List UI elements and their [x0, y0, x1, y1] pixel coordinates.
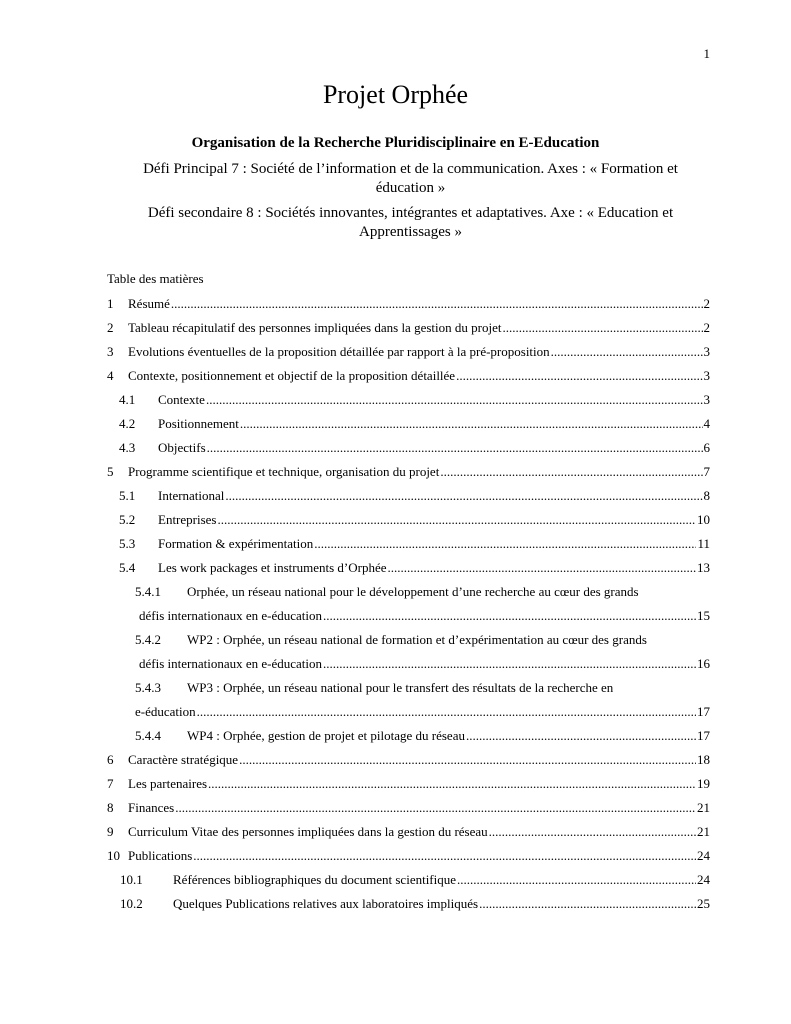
toc-entry-title: Tableau récapitulatif des personnes impliquées dans la gestion du projet	[128, 320, 502, 335]
toc-entry-title-line2: défis internationaux en e-éducation	[139, 608, 323, 623]
toc-entry-number: 5	[107, 464, 114, 479]
toc-entry-title: Contexte	[158, 392, 205, 407]
toc-entry-title: Les work packages et instruments d’Orphée	[158, 560, 387, 575]
toc-entry-number: 5.3	[119, 536, 136, 551]
toc-entry[interactable]	[0, 290, 791, 314]
toc-entry[interactable]	[0, 410, 791, 434]
toc-entry-page: 13	[697, 560, 710, 575]
toc-entry-page: 3	[703, 344, 710, 359]
toc-entry[interactable]	[0, 674, 791, 698]
toc-entry-number: 5.1	[119, 488, 136, 503]
document-subtitle: Organisation de la Recherche Pluridisciplinaire en E-Education	[191, 135, 600, 151]
toc-entry-title: International	[158, 488, 225, 503]
toc-entry-number: 4.2	[119, 416, 136, 431]
toc-entry[interactable]	[0, 890, 791, 914]
toc-entry-number: 6	[107, 752, 114, 767]
toc-entry-page: 11	[697, 536, 710, 551]
toc-entry-number: 10	[107, 848, 120, 863]
toc-entry[interactable]	[0, 722, 791, 746]
toc-entry-page: 21	[697, 824, 710, 839]
toc-entry-number: 2	[107, 320, 114, 335]
toc-leader	[466, 728, 696, 744]
toc-entry-title: Résumé	[128, 296, 170, 311]
toc-leader	[489, 824, 696, 840]
toc-entry[interactable]	[0, 434, 791, 458]
toc-entry-title: Curriculum Vitae des personnes impliquées dans la gestion du réseau	[128, 824, 488, 839]
toc-entry-page: 25	[697, 896, 710, 911]
toc-entry-number: 5.4.4	[135, 728, 161, 743]
toc-leader	[457, 872, 696, 888]
toc-entry-number: 5.4	[119, 560, 136, 575]
toc-leader	[239, 752, 696, 768]
toc-leader	[456, 368, 702, 384]
toc-entry[interactable]	[0, 554, 791, 578]
toc-leader	[502, 320, 702, 336]
toc-entry-number: 5.4.2	[135, 632, 161, 647]
toc-entry-page: 17	[697, 704, 710, 719]
toc-entry-number: 1	[107, 296, 114, 311]
toc-entry-title: Objectifs	[158, 440, 206, 455]
toc-entry-page: 7	[703, 464, 710, 479]
toc-entry[interactable]	[0, 626, 791, 650]
toc-entry-number: 5.4.1	[135, 584, 161, 599]
toc-entry-page: 24	[697, 848, 710, 863]
toc-entry-title: Finances	[128, 800, 175, 815]
toc-entry[interactable]	[0, 338, 791, 362]
toc-entry-number: 8	[107, 800, 114, 815]
toc-entry[interactable]	[0, 314, 791, 338]
axis-secondaire: Défi secondaire 8 : Sociétés innovantes, intégrantes et adaptatives. Axe : « Education et Apprentissages »	[147, 205, 674, 240]
toc-entry-title-line2: défis internationaux en e-éducation	[139, 656, 323, 671]
toc-entry[interactable]	[0, 482, 791, 506]
toc-heading: Table des matières	[107, 271, 204, 286]
toc-leader	[217, 512, 696, 528]
toc-entry[interactable]	[0, 578, 791, 602]
toc-leader	[197, 704, 696, 720]
toc-entry-title: Formation & expérimentation	[158, 536, 314, 551]
toc-entry[interactable]	[0, 530, 791, 554]
toc-leader	[440, 464, 702, 480]
toc-entry-title: Positionnement	[158, 416, 239, 431]
toc-entry-number: 5.2	[119, 512, 136, 527]
toc-entry-title-line1: WP3 : Orphée, un réseau national pour le transfert des résultats de la recherche en	[187, 680, 614, 695]
toc-entry-page: 24	[697, 872, 710, 887]
toc-entry-title-line2: e-éducation	[135, 704, 196, 719]
toc-entry-title: Entreprises	[158, 512, 217, 527]
toc-entry-page: 3	[703, 392, 710, 407]
toc-leader	[207, 440, 703, 456]
toc-entry-continuation[interactable]	[0, 650, 791, 674]
toc-entry-title: Programme scientifique et technique, organisation du projet	[128, 464, 440, 479]
toc-leader	[388, 560, 696, 576]
toc-entry[interactable]	[0, 866, 791, 890]
toc-entry-page: 19	[697, 776, 710, 791]
toc-leader	[208, 776, 696, 792]
toc-entry-page: 16	[697, 656, 710, 671]
toc-entry-title: Les partenaires	[128, 776, 208, 791]
page-number: 1	[703, 46, 710, 61]
toc-entry-page: 2	[703, 320, 710, 335]
toc-entry[interactable]	[0, 506, 791, 530]
toc-leader	[175, 800, 696, 816]
toc-entry-title-line1: Orphée, un réseau national pour le développement d’une recherche au cœur des grands	[187, 584, 639, 599]
toc-entry-title-line1: WP2 : Orphée, un réseau national de formation et d’expérimentation au cœur des grands	[187, 632, 647, 647]
toc-entry[interactable]	[0, 386, 791, 410]
document-title: Projet Orphée	[322, 80, 469, 109]
toc-entry-title: Contexte, positionnement et objectif de la proposition détaillée	[128, 368, 456, 383]
toc-entry-page: 8	[703, 488, 710, 503]
toc-entry-page: 2	[703, 296, 710, 311]
toc-entry-number: 4.3	[119, 440, 136, 455]
toc-entry-title: Références bibliographiques du document scientifique	[173, 872, 457, 887]
toc-leader	[240, 416, 703, 432]
toc-entry-title: WP4 : Orphée, gestion de projet et pilotage du réseau	[187, 728, 465, 743]
toc-leader	[171, 296, 703, 312]
toc-entry-page: 10	[697, 512, 710, 527]
toc-entry-number: 7	[107, 776, 114, 791]
toc-leader	[193, 848, 696, 864]
toc-leader	[206, 392, 703, 408]
toc-entry-number: 10.2	[120, 896, 143, 911]
toc-entry[interactable]	[0, 818, 791, 842]
toc-entry-page: 6	[703, 440, 710, 455]
toc-entry-page: 4	[703, 416, 710, 431]
toc-entry-number: 3	[107, 344, 114, 359]
toc-entry-number: 10.1	[120, 872, 143, 887]
toc-entry-number: 4.1	[119, 392, 136, 407]
toc-leader	[314, 536, 696, 552]
axis-principal: Défi Principal 7 : Société de l’information et de la communication. Axes : « Formation et éducation »	[143, 161, 678, 196]
toc-entry-title: Publications	[128, 848, 193, 863]
toc-entry[interactable]	[0, 770, 791, 794]
toc-entry-page: 15	[697, 608, 710, 623]
toc-entry-page: 21	[697, 800, 710, 815]
toc-leader	[551, 344, 703, 360]
toc-entry-page: 18	[697, 752, 710, 767]
toc-entry-title: Caractère stratégique	[128, 752, 239, 767]
toc-entry-number: 5.4.3	[135, 680, 161, 695]
toc-entry[interactable]	[0, 458, 791, 482]
toc-entry-page: 3	[703, 368, 710, 383]
toc-entry-continuation[interactable]	[0, 698, 791, 722]
toc-entry-continuation[interactable]	[0, 602, 791, 626]
toc-leader	[323, 608, 696, 624]
toc-entry-title: Evolutions éventuelles de la proposition détaillée par rapport à la pré-proposition	[128, 344, 550, 359]
toc-leader	[479, 896, 696, 912]
toc-leader	[225, 488, 702, 504]
toc-entry[interactable]	[0, 842, 791, 866]
toc-entry[interactable]	[0, 746, 791, 770]
toc-entry-number: 9	[107, 824, 114, 839]
toc-leader	[323, 656, 696, 672]
toc-entry-number: 4	[107, 368, 114, 383]
toc-entry-page: 17	[697, 728, 710, 743]
toc-entry[interactable]	[0, 362, 791, 386]
toc-entry-title: Quelques Publications relatives aux laboratoires impliqués	[173, 896, 479, 911]
toc-entry[interactable]	[0, 794, 791, 818]
